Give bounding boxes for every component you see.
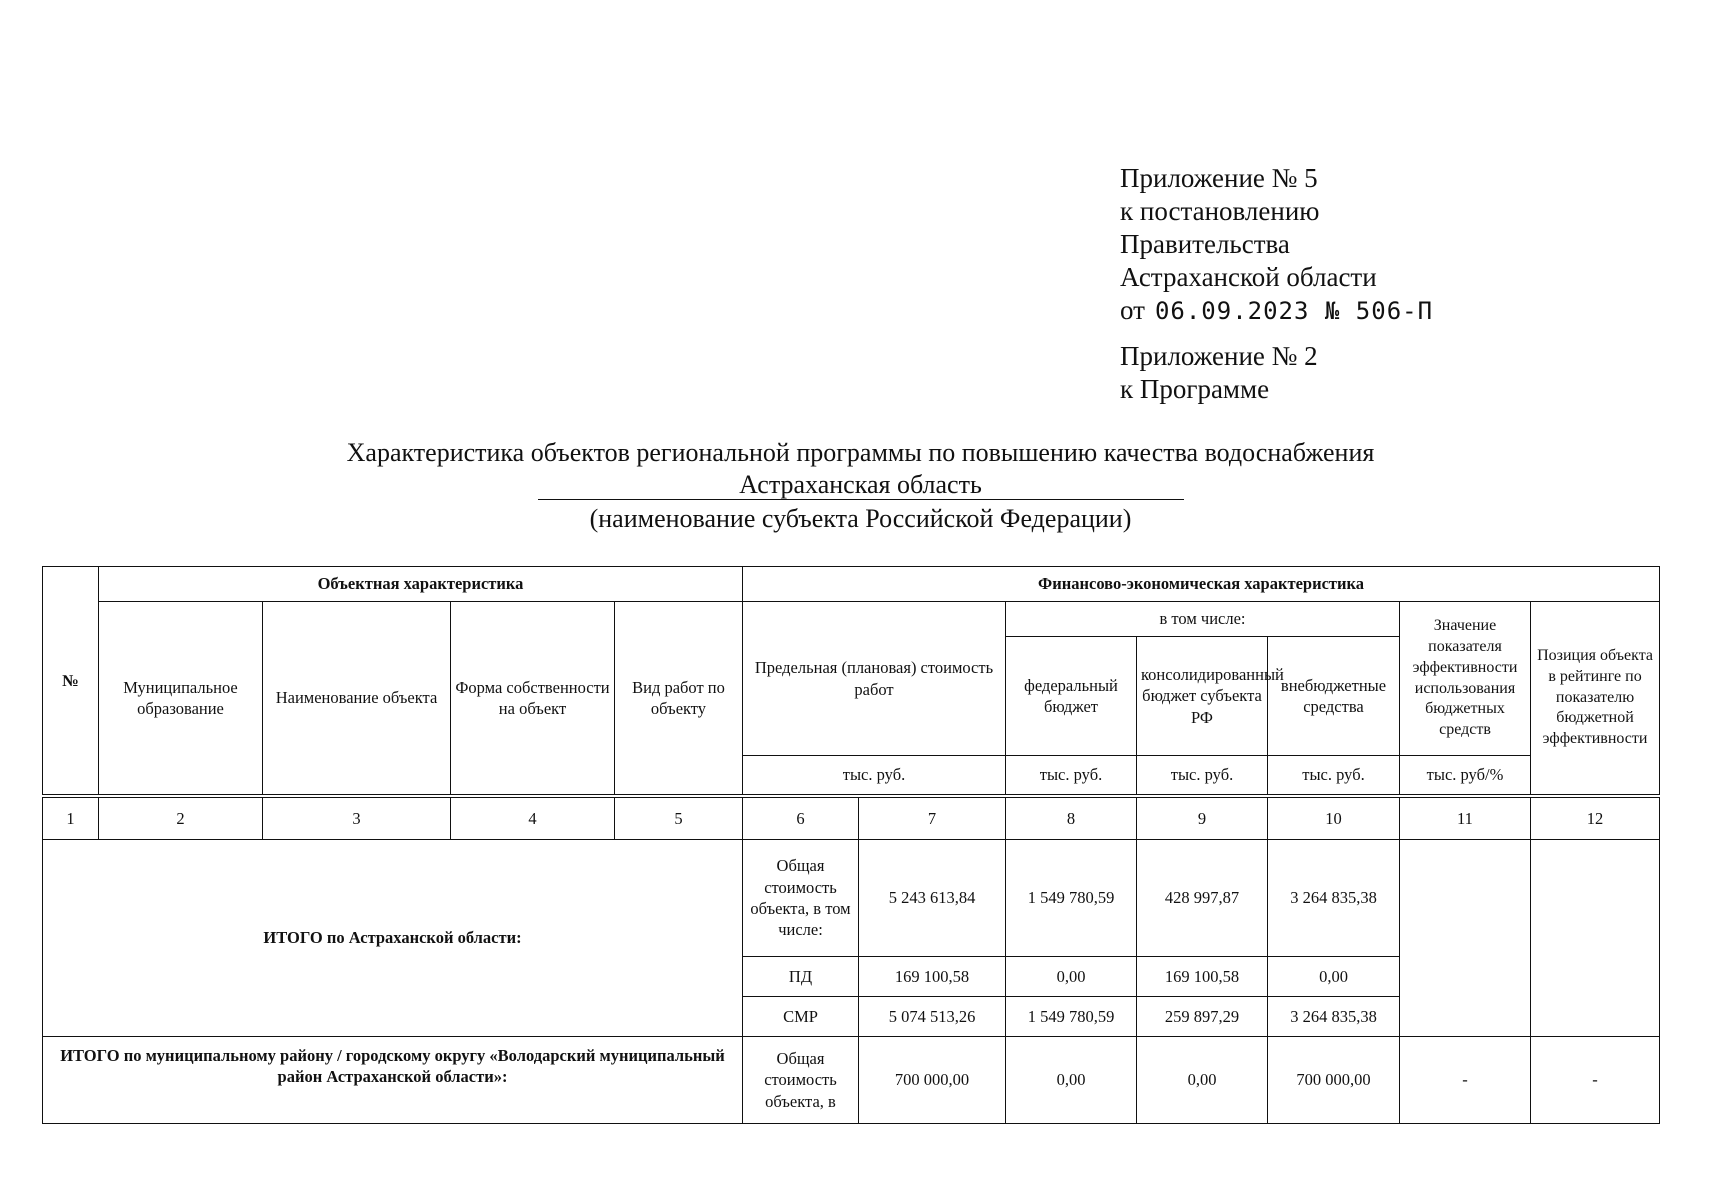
header-no: №: [43, 567, 99, 797]
header-extrabudget: внебюджетные средства: [1268, 637, 1400, 756]
unit-consolidated: тыс. руб.: [1137, 756, 1268, 797]
column-number: 2: [99, 796, 263, 840]
appendix-5-line: Астраханской области: [1120, 262, 1377, 292]
consolidated-value: 259 897,29: [1137, 997, 1268, 1037]
row-type: Общая стоимость объекта, в том числе:: [743, 840, 859, 957]
table-row: [43, 840, 1660, 957]
unit-federal: тыс. руб.: [1006, 756, 1137, 797]
cost-value: 169 100,58: [859, 957, 1006, 997]
appendix-5-block: [1120, 162, 1433, 328]
column-number: 12: [1531, 796, 1660, 840]
document-title: Характеристика объектов региональной программы по повышению качества водоснабжения: [346, 438, 1375, 467]
extra-value: 3 264 835,38: [1268, 997, 1400, 1037]
header-finance-group: Финансово-экономическая характеристика: [743, 567, 1660, 602]
federal-value: 1 549 780,59: [1006, 997, 1137, 1037]
rating-value: -: [1531, 1037, 1660, 1124]
cost-value: 5 074 513,26: [859, 997, 1006, 1037]
total-region-label: ИТОГО по Астраханской области:: [43, 840, 743, 1037]
consolidated-value: 169 100,58: [1137, 957, 1268, 997]
row-type: СМР: [743, 997, 859, 1037]
federal-value: 0,00: [1006, 957, 1137, 997]
extra-value: 700 000,00: [1268, 1037, 1400, 1124]
date-stamp: 06.09.2023 № 506-П: [1154, 297, 1434, 325]
header-municipality: Муниципальное образование: [99, 602, 263, 797]
column-number: 8: [1006, 796, 1137, 840]
header-federal: федеральный бюджет: [1006, 637, 1137, 756]
rating-cell: [1531, 840, 1660, 1037]
column-number: 6: [743, 796, 859, 840]
header-work-type: Вид работ по объекту: [615, 602, 743, 797]
extra-value: 0,00: [1268, 957, 1400, 997]
region-caption: (наименование субъекта Российской Федерации): [589, 504, 1132, 533]
objects-table: [42, 566, 1660, 1124]
header-row-sub: [43, 602, 1660, 637]
header-ownership: Форма собственности на объект: [451, 602, 615, 797]
unit-extra: тыс. руб.: [1268, 756, 1400, 797]
header-including: в том числе:: [1006, 602, 1400, 637]
header-row-groups: [43, 567, 1660, 602]
efficiency-cell: [1400, 840, 1531, 1037]
column-numbers-row: [43, 796, 1660, 840]
extra-value: 3 264 835,38: [1268, 840, 1400, 957]
column-number: 7: [859, 796, 1006, 840]
column-number: 5: [615, 796, 743, 840]
column-number: 9: [1137, 796, 1268, 840]
region-line: [0, 470, 1721, 500]
appendix-5-line: Приложение № 5: [1120, 163, 1318, 193]
appendix-2-line: Приложение № 2: [1120, 341, 1318, 371]
column-number: 4: [451, 796, 615, 840]
cost-value: 5 243 613,84: [859, 840, 1006, 957]
row-type: Общая стоимость объекта, в: [743, 1037, 859, 1124]
table-row: [43, 1037, 1660, 1124]
federal-value: 1 549 780,59: [1006, 840, 1137, 957]
header-cost-limit: Предельная (плановая) стоимость работ: [743, 602, 1006, 756]
date-prefix: от: [1120, 295, 1145, 325]
header-efficiency: Значение показателя эффективности использования бюджетных средств: [1400, 602, 1531, 756]
header-object-group: Объектная характеристика: [99, 567, 743, 602]
federal-value: 0,00: [1006, 1037, 1137, 1124]
efficiency-value: -: [1400, 1037, 1531, 1124]
column-number: 1: [43, 796, 99, 840]
header-consolidated: консолидированный бюджет субъекта РФ: [1137, 637, 1268, 756]
total-district-label: ИТОГО по муниципальному району / городскому округу «Володарский муниципальный район Астраханской области»:: [43, 1037, 743, 1124]
cost-value: 700 000,00: [859, 1037, 1006, 1124]
appendix-5-line: к постановлению: [1120, 196, 1320, 226]
column-number: 10: [1268, 796, 1400, 840]
appendix-5-line: Правительства: [1120, 229, 1290, 259]
row-type: ПД: [743, 957, 859, 997]
unit-efficiency: тыс. руб/%: [1400, 756, 1531, 797]
unit-cost: тыс. руб.: [743, 756, 1006, 797]
consolidated-value: 0,00: [1137, 1037, 1268, 1124]
header-object-name: Наименование объекта: [263, 602, 451, 797]
appendix-2-line: к Программе: [1120, 374, 1270, 404]
column-number: 11: [1400, 796, 1531, 840]
appendix-2-block: [1120, 340, 1318, 406]
appendix-5-date-line: [1120, 294, 1433, 328]
region-name: Астраханская область: [538, 471, 1184, 500]
column-number: 3: [263, 796, 451, 840]
consolidated-value: 428 997,87: [1137, 840, 1268, 957]
header-rating: Позиция объекта в рейтинге по показателю бюджетной эффективности: [1531, 602, 1660, 797]
